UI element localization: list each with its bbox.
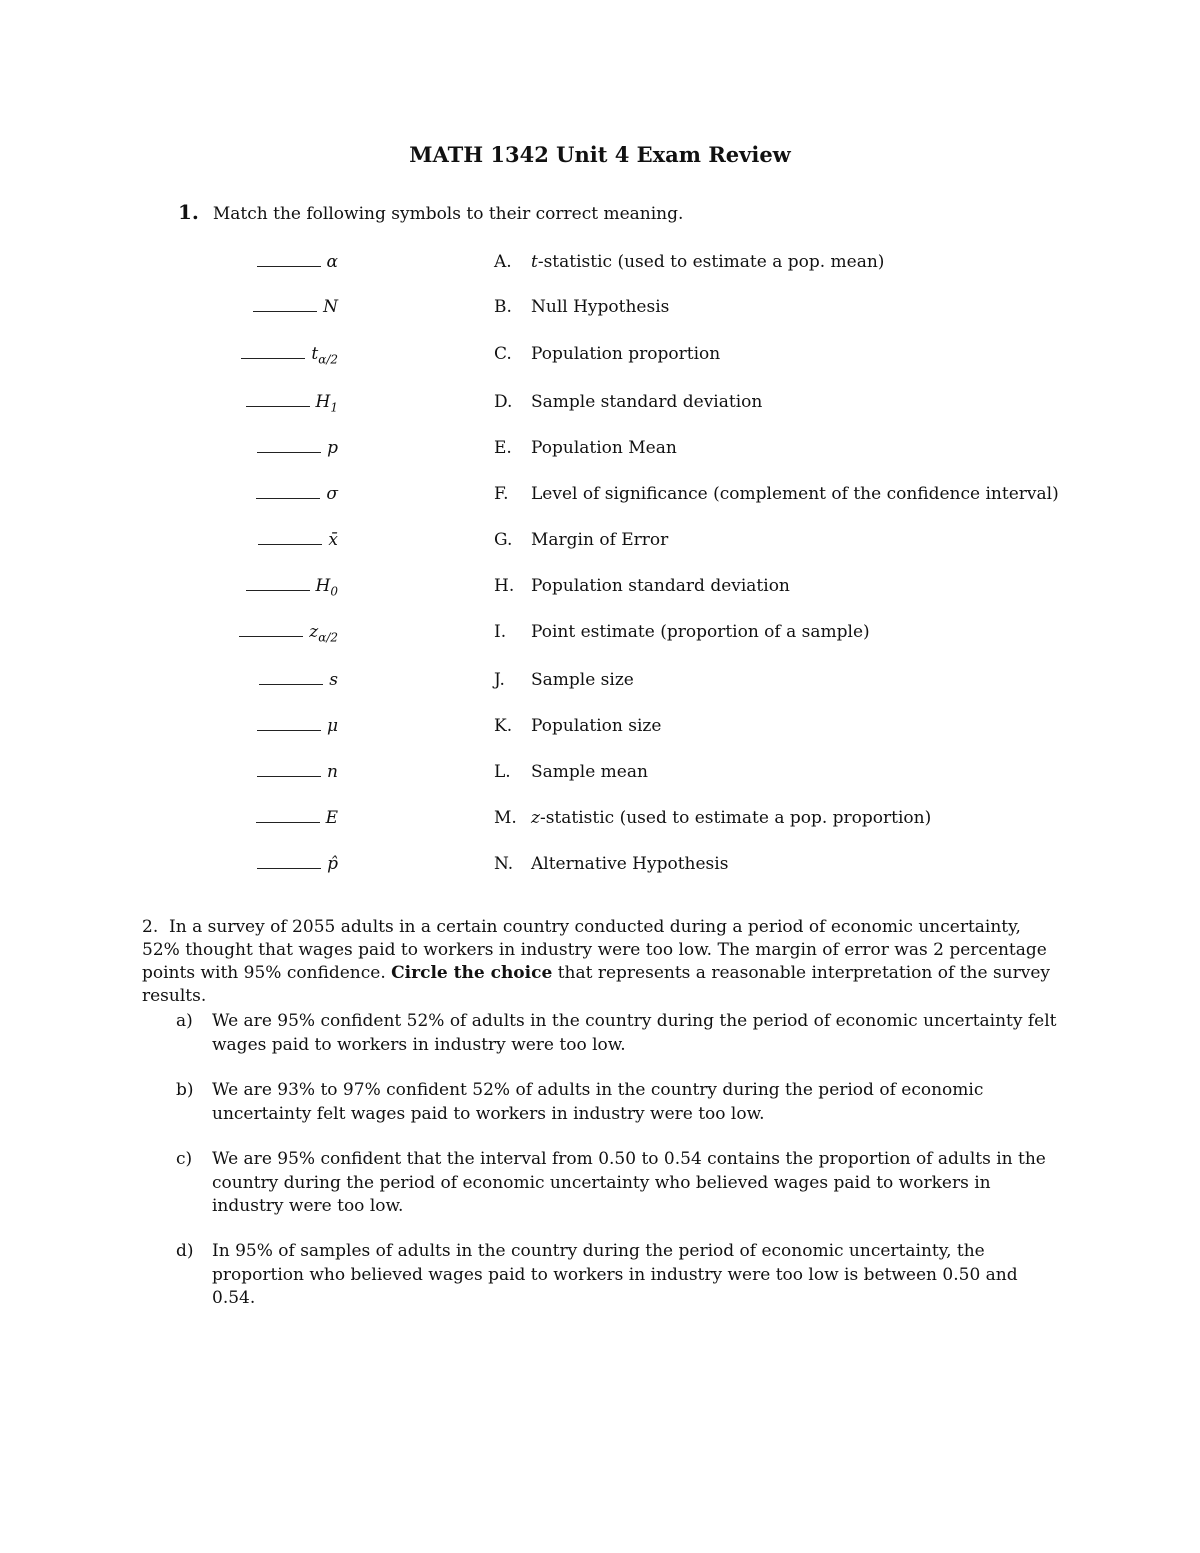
meaning-text xyxy=(531,297,669,317)
answer-option[interactable] xyxy=(176,1240,1066,1311)
meaning-body: Population proportion xyxy=(531,344,721,364)
symbol-blank[interactable] xyxy=(256,484,338,504)
symbol-blank[interactable] xyxy=(257,438,338,458)
meaning-body: Null Hypothesis xyxy=(531,297,670,317)
meaning-letter: G. xyxy=(494,530,513,550)
option-text: We are 93% to 97% confident 52% of adults in the country during the period of economic uncertainty felt wages paid to workers in industry were too low. xyxy=(212,1080,984,1124)
meaning-letter: L. xyxy=(494,762,511,782)
symbol-subscript: α/2 xyxy=(318,630,338,645)
answer-line[interactable] xyxy=(253,310,317,312)
symbol-blank[interactable] xyxy=(246,392,338,414)
symbol-blank[interactable] xyxy=(256,808,338,828)
symbol-blank[interactable] xyxy=(253,297,338,317)
symbol-blank[interactable] xyxy=(258,530,338,550)
meaning-text xyxy=(531,344,720,364)
meaning-letter: A. xyxy=(494,252,512,272)
symbol: t xyxy=(311,344,319,364)
meaning-letter: H. xyxy=(494,576,515,596)
meaning-text xyxy=(531,670,634,690)
symbol: α xyxy=(326,252,338,272)
match-row xyxy=(0,758,1200,790)
answer-line[interactable] xyxy=(246,405,310,407)
answer-line[interactable] xyxy=(256,497,320,499)
symbol-blank[interactable] xyxy=(239,622,338,644)
meaning-body: Margin of Error xyxy=(531,530,669,550)
symbol: H xyxy=(315,576,331,596)
meaning-letter: B. xyxy=(494,297,512,317)
meaning-letter: I. xyxy=(494,622,507,642)
match-row xyxy=(0,712,1200,744)
meaning-body: Level of significance (complement of the confidence interval) xyxy=(531,484,1059,504)
answer-line[interactable] xyxy=(257,775,321,777)
meaning-body: Point estimate (proportion of a sample) xyxy=(531,622,870,642)
meaning-body: Population size xyxy=(531,716,662,736)
meaning-text xyxy=(531,808,931,828)
page-title: MATH 1342 Unit 4 Exam Review xyxy=(409,142,791,167)
meaning-lead: t xyxy=(531,252,538,272)
symbol: p xyxy=(327,438,338,458)
meaning-letter: J. xyxy=(494,670,505,690)
symbol-subscript: 0 xyxy=(330,584,338,599)
option-text: In 95% of samples of adults in the country during the period of economic uncertainty, the proportion who believed wages paid to workers in industry were too low is between 0.50 and 0.54. xyxy=(212,1241,1018,1308)
match-row xyxy=(0,480,1200,512)
meaning-body: Sample size xyxy=(531,670,634,690)
meaning-text xyxy=(531,252,884,272)
symbol-blank[interactable] xyxy=(259,670,338,690)
option-label: c) xyxy=(176,1149,193,1169)
option-label: b) xyxy=(176,1080,194,1100)
match-row xyxy=(0,340,1200,372)
option-label: d) xyxy=(176,1241,194,1261)
question-number: 1. xyxy=(178,200,199,224)
match-row xyxy=(0,248,1200,280)
meaning-body: -statistic (used to estimate a pop. proportion) xyxy=(539,808,932,828)
meaning-body: Sample standard deviation xyxy=(531,392,763,412)
question-2-text xyxy=(142,916,1062,1008)
meaning-text xyxy=(531,576,790,596)
meaning-body: Alternative Hypothesis xyxy=(531,854,729,874)
answer-option[interactable] xyxy=(176,1010,1066,1057)
symbol: x̄ xyxy=(328,530,338,550)
match-row xyxy=(0,293,1200,325)
match-row xyxy=(0,388,1200,420)
meaning-text xyxy=(531,716,661,736)
match-row xyxy=(0,666,1200,698)
meaning-body: Population standard deviation xyxy=(531,576,790,596)
symbol: n xyxy=(327,762,338,782)
option-text: We are 95% confident that the interval from 0.50 to 0.54 contains the proportion of adults in the country during the period of economic uncertainty who believed wages paid to workers in industry were too low. xyxy=(212,1149,1046,1216)
meaning-text xyxy=(531,622,870,642)
meaning-letter: D. xyxy=(494,392,513,412)
symbol: σ xyxy=(326,484,338,504)
question-body-end: that represents a reasonable interpretation of the survey results. xyxy=(142,963,1051,1006)
symbol: z xyxy=(309,622,319,642)
question-number: 2. xyxy=(142,917,159,937)
symbol: N xyxy=(323,297,338,317)
question-1-header xyxy=(178,200,683,224)
question-emphasis: Circle the choice xyxy=(391,963,553,983)
meaning-body: -statistic (used to estimate a pop. mean) xyxy=(537,252,885,272)
answer-line[interactable] xyxy=(259,683,323,685)
meaning-letter: E. xyxy=(494,438,512,458)
meaning-letter: M. xyxy=(494,808,517,828)
symbol-blank[interactable] xyxy=(257,252,338,272)
meaning-letter: C. xyxy=(494,344,512,364)
symbol: μ xyxy=(326,716,338,736)
match-row xyxy=(0,572,1200,604)
meaning-body: Population Mean xyxy=(531,438,677,458)
answer-line[interactable] xyxy=(246,589,310,591)
meaning-letter: N. xyxy=(494,854,514,874)
question-body: In a survey of 2055 adults in a certain country conducted during a period of economic uncertainty, 52% thought that wages paid to workers in industry were too low. The margin of error was 2 percentage points with 95% confidence. xyxy=(142,917,1047,983)
answer-option[interactable] xyxy=(176,1148,1066,1219)
answer-line[interactable] xyxy=(241,357,305,359)
symbol-blank[interactable] xyxy=(241,344,338,366)
meaning-text xyxy=(531,762,648,782)
symbol: p̂ xyxy=(327,854,338,874)
meaning-text xyxy=(531,854,728,874)
meaning-letter: K. xyxy=(494,716,513,736)
meaning-letter: F. xyxy=(494,484,509,504)
symbol-blank[interactable] xyxy=(257,716,338,736)
meaning-text xyxy=(531,438,677,458)
symbol-subscript: α/2 xyxy=(318,352,338,367)
meaning-text xyxy=(531,484,1059,504)
symbol: H xyxy=(315,392,331,412)
symbol: E xyxy=(325,808,338,828)
symbol-blank[interactable] xyxy=(246,576,338,598)
answer-option[interactable] xyxy=(176,1079,1066,1126)
answer-line[interactable] xyxy=(257,867,321,869)
match-row xyxy=(0,618,1200,650)
answer-line[interactable] xyxy=(257,451,321,453)
option-text: We are 95% confident 52% of adults in the country during the period of economic uncertainty felt wages paid to workers in industry were too low. xyxy=(212,1011,1057,1055)
question-instruction: Match the following symbols to their correct meaning. xyxy=(212,204,684,224)
match-row xyxy=(0,526,1200,558)
answer-line[interactable] xyxy=(239,635,303,637)
match-row xyxy=(0,434,1200,466)
meaning-body: Sample mean xyxy=(531,762,648,782)
meaning-lead: z xyxy=(531,808,540,828)
match-row xyxy=(0,850,1200,882)
match-row xyxy=(0,804,1200,836)
answer-line[interactable] xyxy=(257,265,321,267)
symbol-blank[interactable] xyxy=(257,854,338,874)
option-label: a) xyxy=(176,1011,193,1031)
answer-line[interactable] xyxy=(257,729,321,731)
meaning-text xyxy=(531,530,668,550)
symbol: s xyxy=(329,670,338,690)
answer-line[interactable] xyxy=(256,821,320,823)
symbol-subscript: 1 xyxy=(330,400,338,415)
answer-line[interactable] xyxy=(258,543,322,545)
symbol-blank[interactable] xyxy=(257,762,338,782)
meaning-text xyxy=(531,392,762,412)
